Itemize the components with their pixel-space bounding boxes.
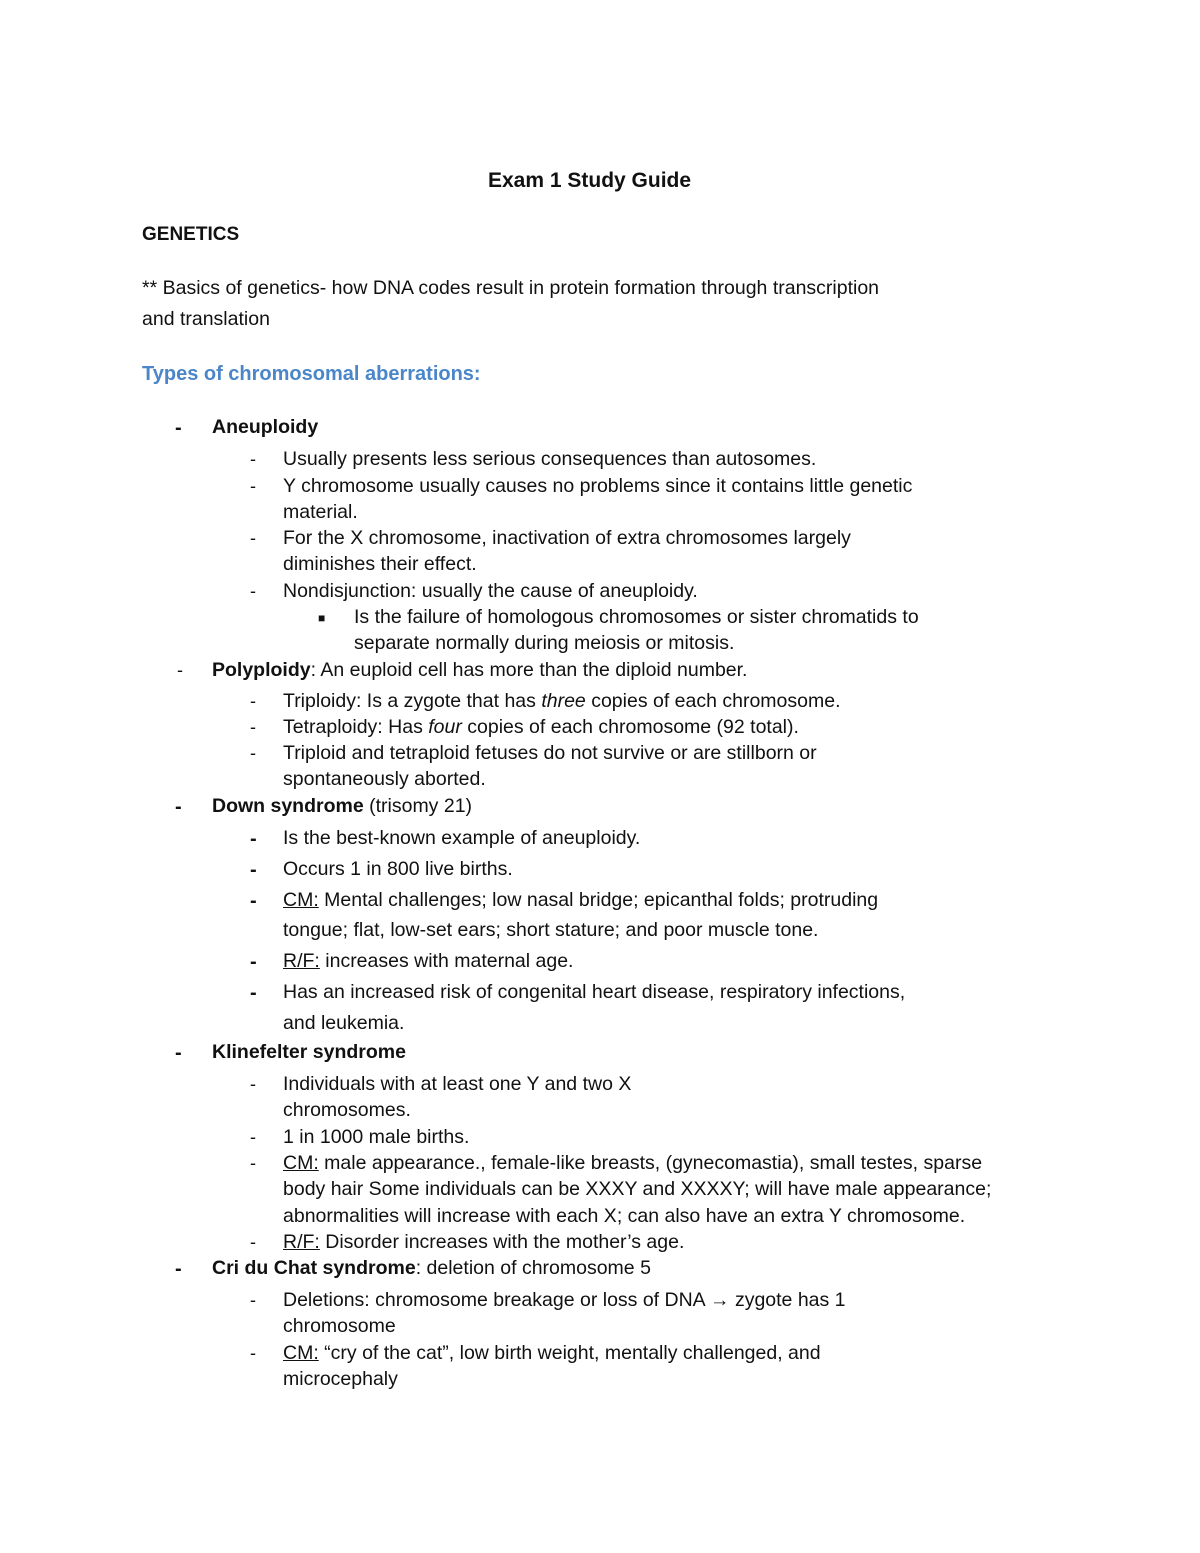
bullet-dash: -	[250, 476, 256, 496]
criduchat-cm-text: “cry of the cat”, low birth weight, mentally challenged, and	[318, 1342, 821, 1364]
bullet-dash: -	[250, 890, 257, 912]
polyploidy-line	[212, 661, 747, 681]
bullet-dash: -	[250, 982, 257, 1004]
intro-line-1: ** Basics of genetics- how DNA codes result in protein formation through transcription	[142, 277, 880, 299]
klinefelter-cm-line	[283, 1154, 982, 1174]
criduchat-item-1a: Deletions: chromosome breakage or loss of DNA → zygote has 1	[283, 1289, 846, 1311]
bullet-dash: -	[175, 1042, 182, 1064]
cm-label: CM:	[283, 1342, 319, 1364]
down-item-5b: and leukemia.	[283, 1012, 405, 1034]
klinefelter-cm-line-2: body hair Some individuals can be XXXY and XXXXY; will have male appearance;	[283, 1178, 992, 1200]
down-item-2: Occurs 1 in 800 live births.	[283, 858, 513, 880]
rf-label: R/F:	[283, 1231, 320, 1253]
bullet-dash: -	[250, 691, 256, 711]
klinefelter-item-1a: Individuals with at least one Y and two X	[283, 1073, 632, 1095]
klinefelter-cm-text: male appearance., female-like breasts, (gynecomastia), small testes, sparse	[318, 1152, 983, 1174]
polyploidy-item-3b: spontaneously aborted.	[283, 768, 486, 790]
aneuploidy-item-3a: For the X chromosome, inactivation of extra chromosomes largely	[283, 527, 851, 549]
aneuploidy-item-2a: Y chromosome usually causes no problems since it contains little genetic	[283, 475, 913, 497]
criduchat-cm-line	[283, 1344, 821, 1364]
bullet-dash: -	[250, 528, 256, 548]
down-rf-text: increases with maternal age.	[319, 950, 574, 972]
aneuploidy-item-1: Usually presents less serious consequences than autosomes.	[283, 448, 817, 470]
tetraploidy-line	[283, 718, 799, 738]
bullet-dash: -	[175, 1258, 182, 1280]
triploidy-emphasis: three	[541, 690, 586, 712]
bullet-dash: -	[250, 1290, 256, 1310]
criduchat-item-1b: chromosome	[283, 1315, 396, 1337]
page-title: Exam 1 Study Guide	[488, 169, 692, 192]
bullet-dash: -	[250, 1074, 256, 1094]
down-cm-line	[283, 891, 878, 911]
polyploidy-label: Polyploidy	[212, 659, 311, 681]
aneuploidy-item-2b: material.	[283, 501, 358, 523]
down-cm-line-2: tongue; flat, low-set ears; short stature; and poor muscle tone.	[283, 919, 819, 941]
bullet-dash: -	[250, 717, 256, 737]
bullet-dash: -	[177, 660, 183, 680]
down-suffix: (trisomy 21)	[363, 795, 473, 817]
klinefelter-rf-line	[283, 1233, 684, 1253]
bullet-dash: -	[250, 1153, 256, 1173]
bullet-dash: -	[250, 1232, 256, 1252]
klinefelter-item-2: 1 in 1000 male births.	[283, 1126, 470, 1148]
down-rf-line	[283, 952, 573, 972]
klinefelter-label: Klinefelter syndrome	[212, 1041, 406, 1063]
klinefelter-item-1b: chromosomes.	[283, 1099, 411, 1121]
aneuploidy-subitem-1a: Is the failure of homologous chromosomes or sister chromatids to	[354, 606, 919, 628]
cm-label: CM:	[283, 1152, 319, 1174]
triploidy-text-end: copies of each chromosome.	[585, 690, 841, 712]
down-cm-text: Mental challenges; low nasal bridge; epicanthal folds; protruding	[318, 889, 879, 911]
down-line	[212, 797, 472, 817]
bullet-square: ■	[318, 611, 326, 625]
bullet-dash: -	[250, 449, 256, 469]
cm-label: CM:	[283, 889, 319, 911]
aneuploidy-item-3b: diminishes their effect.	[283, 553, 477, 575]
criduchat-cm-line-2: microcephaly	[283, 1368, 398, 1390]
bullet-dash: -	[250, 859, 257, 881]
triploidy-text: Triploidy: Is a zygote that has	[283, 690, 542, 712]
aneuploidy-label: Aneuploidy	[212, 416, 319, 438]
tetraploidy-emphasis: four	[428, 716, 462, 738]
tetraploidy-text-end: copies of each chromosome (92 total).	[461, 716, 799, 738]
down-item-1: Is the best-known example of aneuploidy.	[283, 827, 641, 849]
down-label: Down syndrome	[212, 795, 364, 817]
aneuploidy-subitem-1b: separate normally during meiosis or mitosis.	[354, 632, 735, 654]
criduchat-line	[212, 1259, 651, 1279]
criduchat-suffix: : deletion of chromosome 5	[415, 1257, 651, 1279]
bullet-dash: -	[250, 951, 257, 973]
klinefelter-rf-text: Disorder increases with the mother’s age.	[319, 1231, 685, 1253]
bullet-dash: -	[250, 828, 257, 850]
klinefelter-cm-line-3: abnormalities will increase with each X; can also have an extra Y chromosome.	[283, 1205, 966, 1227]
aberrations-heading: Types of chromosomal aberrations:	[142, 363, 481, 385]
section-heading-genetics: GENETICS	[142, 224, 240, 245]
down-item-5a: Has an increased risk of congenital heart disease, respiratory infections,	[283, 981, 906, 1003]
criduchat-label: Cri du Chat syndrome	[212, 1257, 416, 1279]
bullet-dash: -	[175, 417, 182, 439]
tetraploidy-text: Tetraploidy: Has	[283, 716, 429, 738]
bullet-dash: -	[250, 1343, 256, 1363]
intro-line-2: and translation	[142, 308, 270, 330]
triploidy-line	[283, 692, 841, 712]
polyploidy-item-3a: Triploid and tetraploid fetuses do not survive or are stillborn or	[283, 742, 817, 764]
bullet-dash: -	[175, 796, 182, 818]
bullet-dash: -	[250, 581, 256, 601]
aneuploidy-item-4: Nondisjunction: usually the cause of aneuploidy.	[283, 580, 698, 602]
polyploidy-desc: : An euploid cell has more than the diploid number.	[310, 659, 748, 681]
bullet-dash: -	[250, 743, 256, 763]
rf-label: R/F:	[283, 950, 320, 972]
bullet-dash: -	[250, 1127, 256, 1147]
